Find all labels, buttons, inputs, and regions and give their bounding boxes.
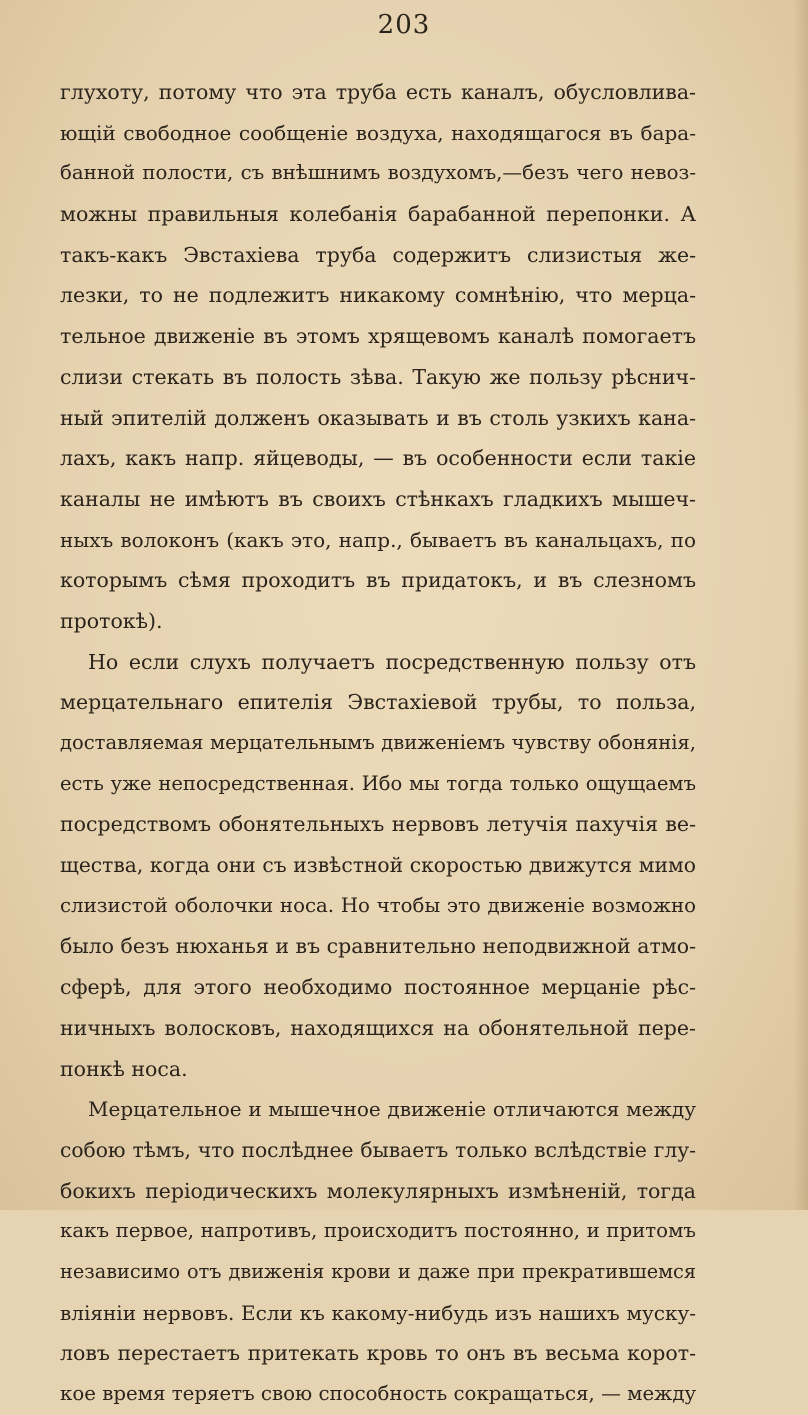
text-line: тельное движеніе въ этомъ хрящевомъ каналѣ помогаетъ	[60, 324, 696, 349]
text-line: ловъ перестаетъ притекать кровь то онъ въ весьма корот-	[60, 1341, 696, 1366]
text-line: Но если слухъ получаетъ посредственную пользу отъ	[88, 649, 696, 674]
text-line: сферѣ, для этого необходимо постоянное мерцаніе рѣс-	[60, 975, 696, 1000]
text-line: ныхъ волоконъ (какъ это, напр., бываетъ въ канальцахъ, по	[60, 527, 696, 552]
text-line: которымъ сѣмя проходитъ въ придатокъ, и въ слезномъ	[60, 568, 696, 593]
text-line: ющій свободное сообщеніе воздуха, находящагося въ бара-	[60, 120, 696, 145]
text-line: каналы не имѣютъ въ своихъ стѣнкахъ гладкихъ мышеч-	[60, 486, 696, 511]
text-line: собою тѣмъ, что послѣднее бываетъ только вслѣдствіе глу-	[60, 1137, 696, 1162]
text-line: вліяніи нервовъ. Если къ какому-нибудь изъ нашихъ муску-	[60, 1300, 696, 1325]
text-line: кое время теряетъ свою способность сокращаться, — между	[60, 1382, 696, 1405]
text-line: понкѣ носа.	[60, 1056, 188, 1081]
text-line: ный эпителій долженъ оказывать и въ столь узкихъ кана-	[60, 405, 696, 430]
text-line: слизистой оболочки носа. Но чтобы это движеніе возможно	[60, 893, 696, 917]
text-line: можны правильныя колебанія барабанной перепонки. А	[60, 202, 696, 227]
text-line: ничныхъ волосковъ, находящихся на обонятельной пере-	[60, 1015, 696, 1040]
text-line: посредствомъ обонятельныхъ нервовъ летучія пахучія ве-	[60, 812, 696, 837]
text-line: было безъ нюханья и въ сравнительно неподвижной атмо-	[60, 934, 696, 959]
page-number: 203	[377, 10, 431, 40]
text-line: банной полости, съ внѣшнимъ воздухомъ,—безъ чего невоз-	[60, 161, 696, 185]
text-line: лахъ, какъ напр. яйцеводы, — въ особенности если такіе	[60, 446, 696, 471]
text-line: щества, когда они съ извѣстной скоростью движутся мимо	[60, 853, 696, 878]
text-line: такъ-какъ Эвстахіева труба содержитъ слизистыя же-	[60, 242, 696, 267]
page-edge-shadow	[794, 0, 808, 1210]
text-line: слизи стекать въ полость зѣва. Такую же пользу рѣснич-	[60, 364, 696, 389]
text-line: независимо отъ движенія крови и даже при прекратившемся	[60, 1259, 696, 1283]
text-line: Мерцательное и мышечное движеніе отличаются между	[88, 1097, 696, 1122]
text-line: протокѣ).	[60, 608, 163, 633]
text-line: глухоту, потому что эта труба есть каналъ, обусловлива-	[60, 80, 696, 104]
text-line: доставляемая мерцательнымъ движеніемъ чувству обонянія,	[60, 731, 696, 754]
text-line: мерцательнаго епителія Эвстахіевой трубы, то польза,	[60, 690, 696, 715]
text-line: какъ первое, напротивъ, происходитъ постоянно, и притомъ	[60, 1219, 696, 1243]
text-line: лезки, то не подлежитъ никакому сомнѣнію, что мерца-	[60, 283, 696, 308]
text-line: бокихъ періодическихъ молекулярныхъ измѣненій, тогда	[60, 1178, 696, 1203]
body-text	[60, 72, 696, 1415]
text-line: есть уже непосредственная. Ибо мы тогда только ощущаемъ	[60, 771, 696, 795]
